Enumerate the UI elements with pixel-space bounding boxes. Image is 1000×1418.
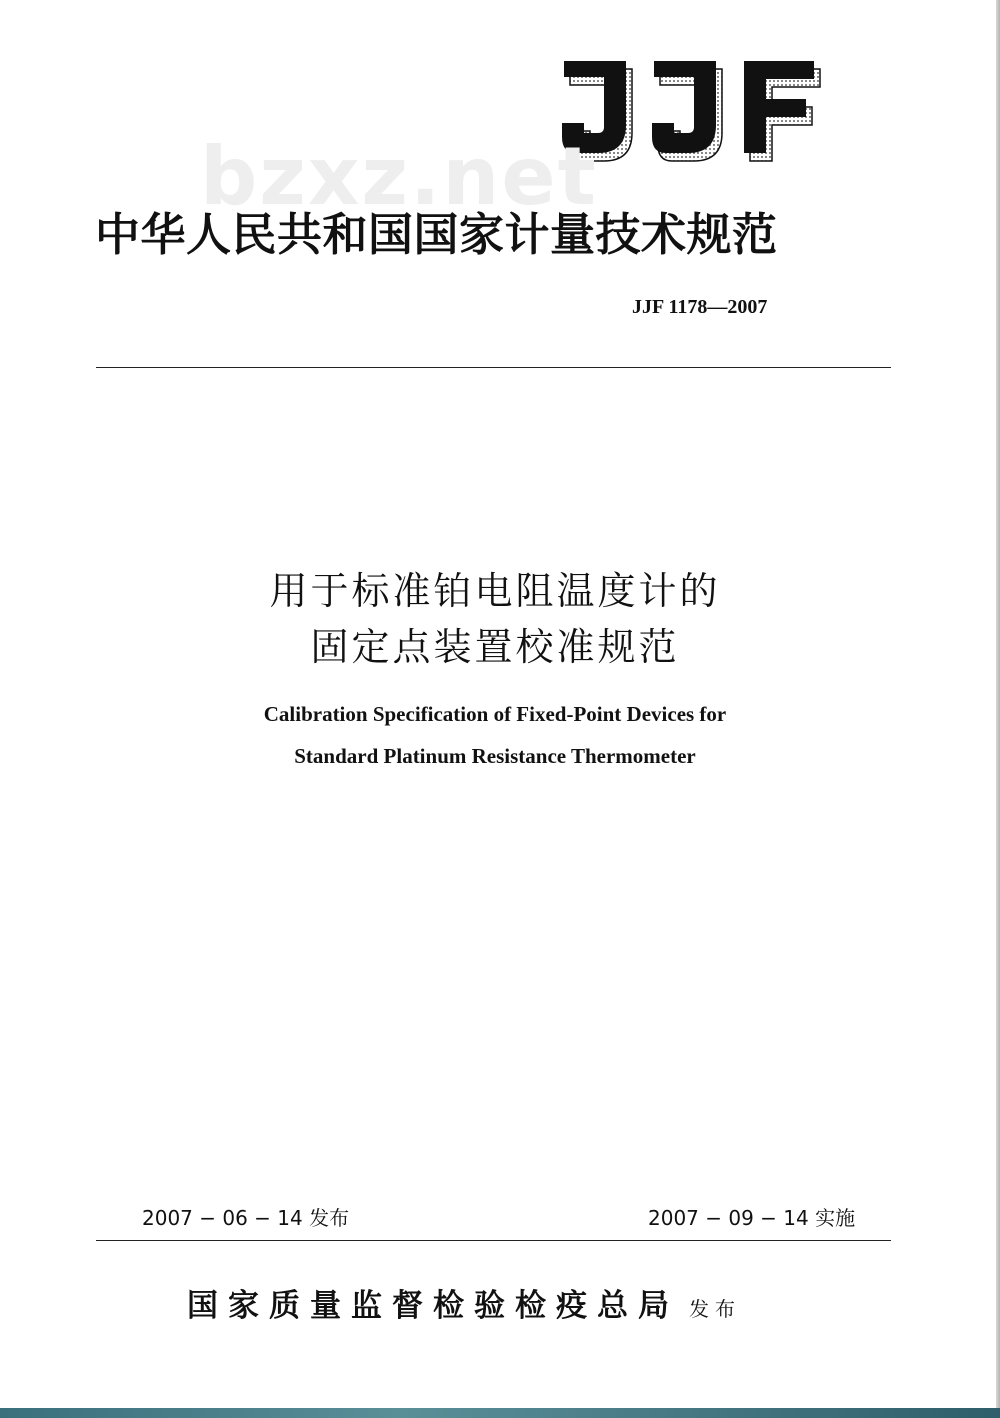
implementation-date: 2007 − 09 − 14 实施 — [648, 1206, 856, 1230]
watermark: bzxz.net — [200, 130, 598, 223]
page-edge — [996, 0, 1000, 1418]
issuing-body-title: 中华人民共和国国家计量技术规范 — [95, 208, 778, 261]
issue-date: 2007 − 06 − 14 发布 — [142, 1206, 350, 1230]
title-cn-line1: 用于标准铂电阻温度计的 — [269, 569, 721, 613]
publisher-org: 国家质量监督检验检疫总局 — [187, 1288, 679, 1324]
title-cn-line2: 固定点装置校准规范 — [310, 625, 680, 669]
jjf-logo — [560, 55, 822, 167]
standard-number: JJF 1178—2007 — [632, 296, 768, 318]
logo-text: JJF — [690, 115, 692, 116]
publisher — [187, 1280, 741, 1325]
publisher-suffix: 发布 — [689, 1297, 741, 1321]
bottom-strip — [0, 1408, 1000, 1418]
bottom-divider — [96, 1240, 891, 1241]
title-en-line1: Calibration Specification of Fixed-Point Devices for — [263, 702, 727, 726]
title-en-line2: Standard Platinum Resistance Thermometer — [294, 744, 696, 768]
top-divider — [96, 367, 891, 368]
